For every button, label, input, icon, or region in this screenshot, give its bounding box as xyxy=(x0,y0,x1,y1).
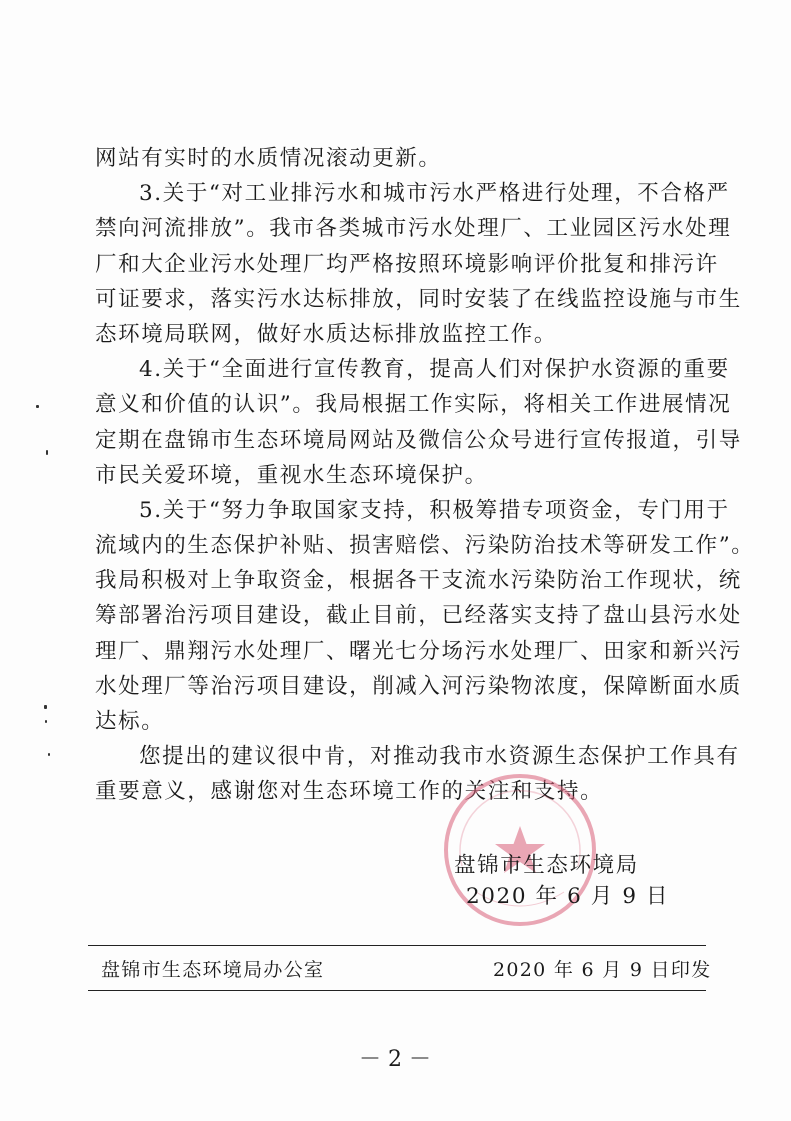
body-line: 市民关爱环境，重视水生态环境保护。 xyxy=(95,462,488,488)
body-line: 理厂、鼎翔污水处理厂、曙光七分场污水处理厂、田家和新兴污 xyxy=(95,638,742,664)
footer-divider-top xyxy=(88,945,706,946)
body-line: 您提出的建议很中肯，对推动我市水资源生态保护工作具有 xyxy=(139,744,740,770)
body-line: 3.关于“对工业排污水和城市污水严格进行处理，不合格严 xyxy=(139,181,730,207)
body-line: 定期在盘锦市生态环境局网站及微信公众号进行宣传报道，引导 xyxy=(95,427,742,453)
scan-speck xyxy=(44,705,47,709)
scan-speck xyxy=(36,405,39,408)
body-line: 厂和大企业污水处理厂均严格按照环境影响评价批复和排污许 xyxy=(95,251,719,277)
scan-speck xyxy=(45,720,47,723)
body-line: 重要意义，感谢您对生态环境工作的关注和支持。 xyxy=(95,779,604,805)
body-line: 水处理厂等治污项目建设，削减入河污染物浓度，保障断面水质 xyxy=(95,673,742,699)
body-line: 禁向河流排放”。我市各类城市污水处理厂、工业园区污水处理 xyxy=(95,216,732,242)
signature-date: 2020 年 6 月 9 日 xyxy=(466,884,670,909)
page-number: － 2 － xyxy=(359,1047,431,1072)
body-line: 筹部署治污项目建设，截止目前，已经落实支持了盘山县污水处 xyxy=(95,603,742,629)
body-line: 态环境局联网，做好水质达标排放监控工作。 xyxy=(95,321,558,347)
body-line: 4.关于“全面进行宣传教育，提高人们对保护水资源的重要 xyxy=(139,357,730,383)
body-line: 达标。 xyxy=(95,709,165,734)
body-line: 网站有实时的水质情况滚动更新。 xyxy=(95,146,442,171)
body-line: 意义和价值的认识”。我局根据工作实际，将相关工作进展情况 xyxy=(95,392,732,418)
footer-printed-date: 2020 年 6 月 9 日印发 xyxy=(493,959,712,981)
scan-speck xyxy=(48,753,50,756)
scan-speck xyxy=(46,450,48,455)
signature-organization: 盘锦市生态环境局 xyxy=(454,853,639,878)
footer-divider-bottom xyxy=(88,990,706,991)
letter-body xyxy=(95,141,755,810)
footer-issuer: 盘锦市生态环境局办公室 xyxy=(101,959,325,981)
body-line: 可证要求，落实污水达标排放，同时安装了在线监控设施与市生 xyxy=(95,286,742,312)
body-line: 流域内的生态保护补贴、损害赔偿、污染防治技术等研发工作”。 xyxy=(95,533,755,559)
body-line: 5.关于“努力争取国家支持，积极筹措专项资金，专门用于 xyxy=(139,497,730,523)
body-line: 我局积极对上争取资金，根据各干支流水污染防治工作现状，统 xyxy=(95,568,742,594)
